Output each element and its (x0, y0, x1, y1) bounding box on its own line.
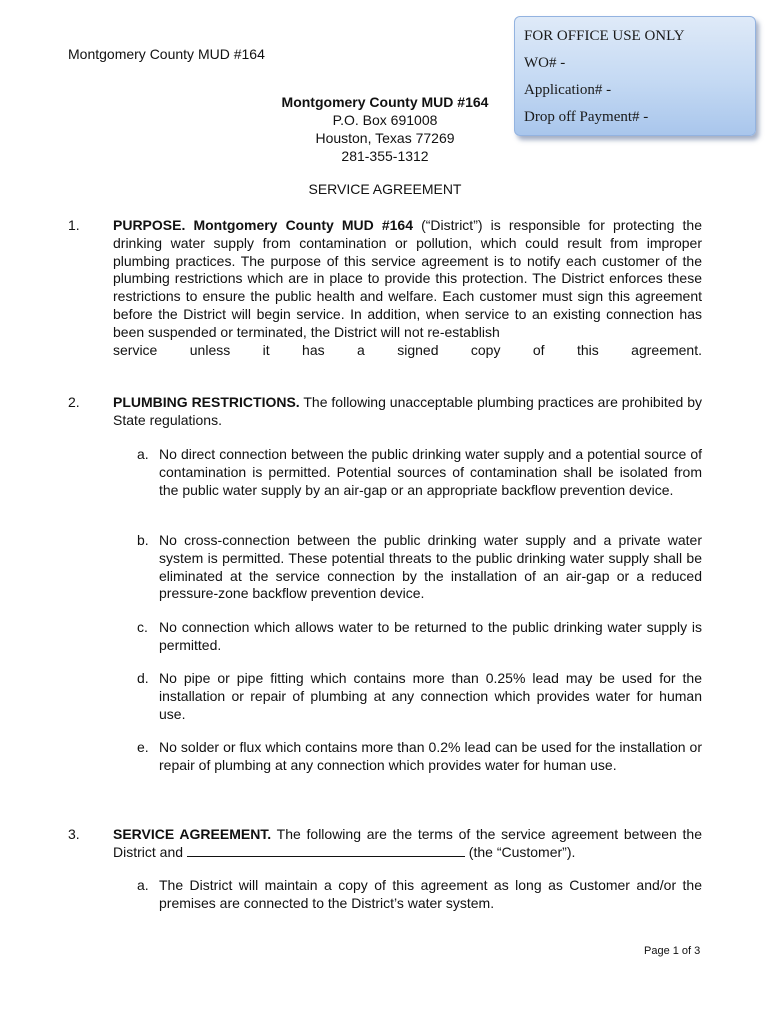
purpose-org-name: Montgomery County MUD #164 (193, 217, 413, 233)
plumbing-restrictions-paragraph (113, 394, 702, 430)
list-item: The District will maintain a copy of this agreement as long as Customer and/or the premises are connected to the District’s water system. (159, 877, 702, 911)
list-item-letter: a. (137, 446, 149, 462)
list-item: No pipe or pipe fitting which contains more than 0.25% lead may be used for the installation or repair of plumbing at any connection which provides water for human use. (159, 670, 702, 722)
org-name: Montgomery County MUD #164 (281, 94, 489, 110)
list-item-letter: d. (137, 670, 149, 686)
purpose-last-line: service unless it has a signed copy of this agreement. (113, 341, 702, 358)
city-state-zip: Houston, Texas 77269 (315, 130, 455, 146)
po-box: P.O. Box 691008 (332, 112, 438, 128)
drop-off-payment-field: Drop off Payment# - (524, 109, 649, 125)
header-left-title: Montgomery County MUD #164 (68, 46, 265, 62)
wo-field: WO# - (524, 55, 566, 71)
customer-name-blank[interactable] (187, 844, 465, 857)
plumbing-restrictions-heading: PLUMBING RESTRICTIONS. (113, 394, 300, 410)
agreement-title: SERVICE AGREEMENT (308, 181, 462, 197)
service-agreement-body: The following are the terms of the service agreement between the District and (113, 826, 702, 860)
list-item-letter: e. (137, 739, 149, 755)
service-agreement-paragraph (113, 826, 702, 862)
list-item: No connection which allows water to be returned to the public drinking water supply is permitted. (159, 619, 702, 653)
section-number: 3. (68, 826, 80, 842)
purpose-body: (“District”) is responsible for protecting the drinking water supply from contamination or pollution, which could result from improper plumbing practices. The purpose of this service agreement is to notify each customer of the plumbing restrictions which are in place to provide this protection. The District enforces these restrictions to ensure the public health and welfare. Each customer must sign this agreement before the District will begin service. In addition, when service to an existing connection has been suspended or terminated, the District will not re-establish (113, 217, 702, 340)
section-number: 2. (68, 394, 80, 410)
list-item-letter: a. (137, 877, 149, 893)
section-number: 1. (68, 217, 80, 233)
list-item-letter: c. (137, 619, 148, 635)
office-use-title: FOR OFFICE USE ONLY (524, 28, 685, 44)
plumbing-restrictions-body: The following unacceptable plumbing practices are prohibited by State regulations. (113, 394, 702, 428)
list-item: No direct connection between the public drinking water supply and a potential source of contamination is permitted. Potential sources of contamination shall be isolated from the public water supply by an air-gap or an appropriate backflow prevention device. (159, 446, 702, 498)
service-agreement-heading: SERVICE AGREEMENT. (113, 826, 272, 842)
page-number: Page 1 of 3 (644, 945, 701, 957)
list-item: No cross-connection between the public drinking water supply and a private water system is permitted. These potential threats to the public drinking water supply shall be eliminated at the service connection by the installation of an air-gap or a reduced pressure-zone backflow prevention device. (159, 532, 702, 602)
address-block (0, 93, 770, 165)
list-item: No solder or flux which contains more than 0.2% lead can be used for the installation or repair of plumbing at any connection which provides water for human use. (159, 739, 702, 773)
application-field: Application# - (524, 82, 612, 98)
service-agreement-body-end: (the “Customer”). (464, 843, 576, 860)
phone-number: 281-355-1312 (341, 148, 429, 164)
list-item-letter: b. (137, 532, 149, 548)
purpose-heading: PURPOSE. (113, 217, 186, 233)
purpose-paragraph (113, 217, 702, 359)
